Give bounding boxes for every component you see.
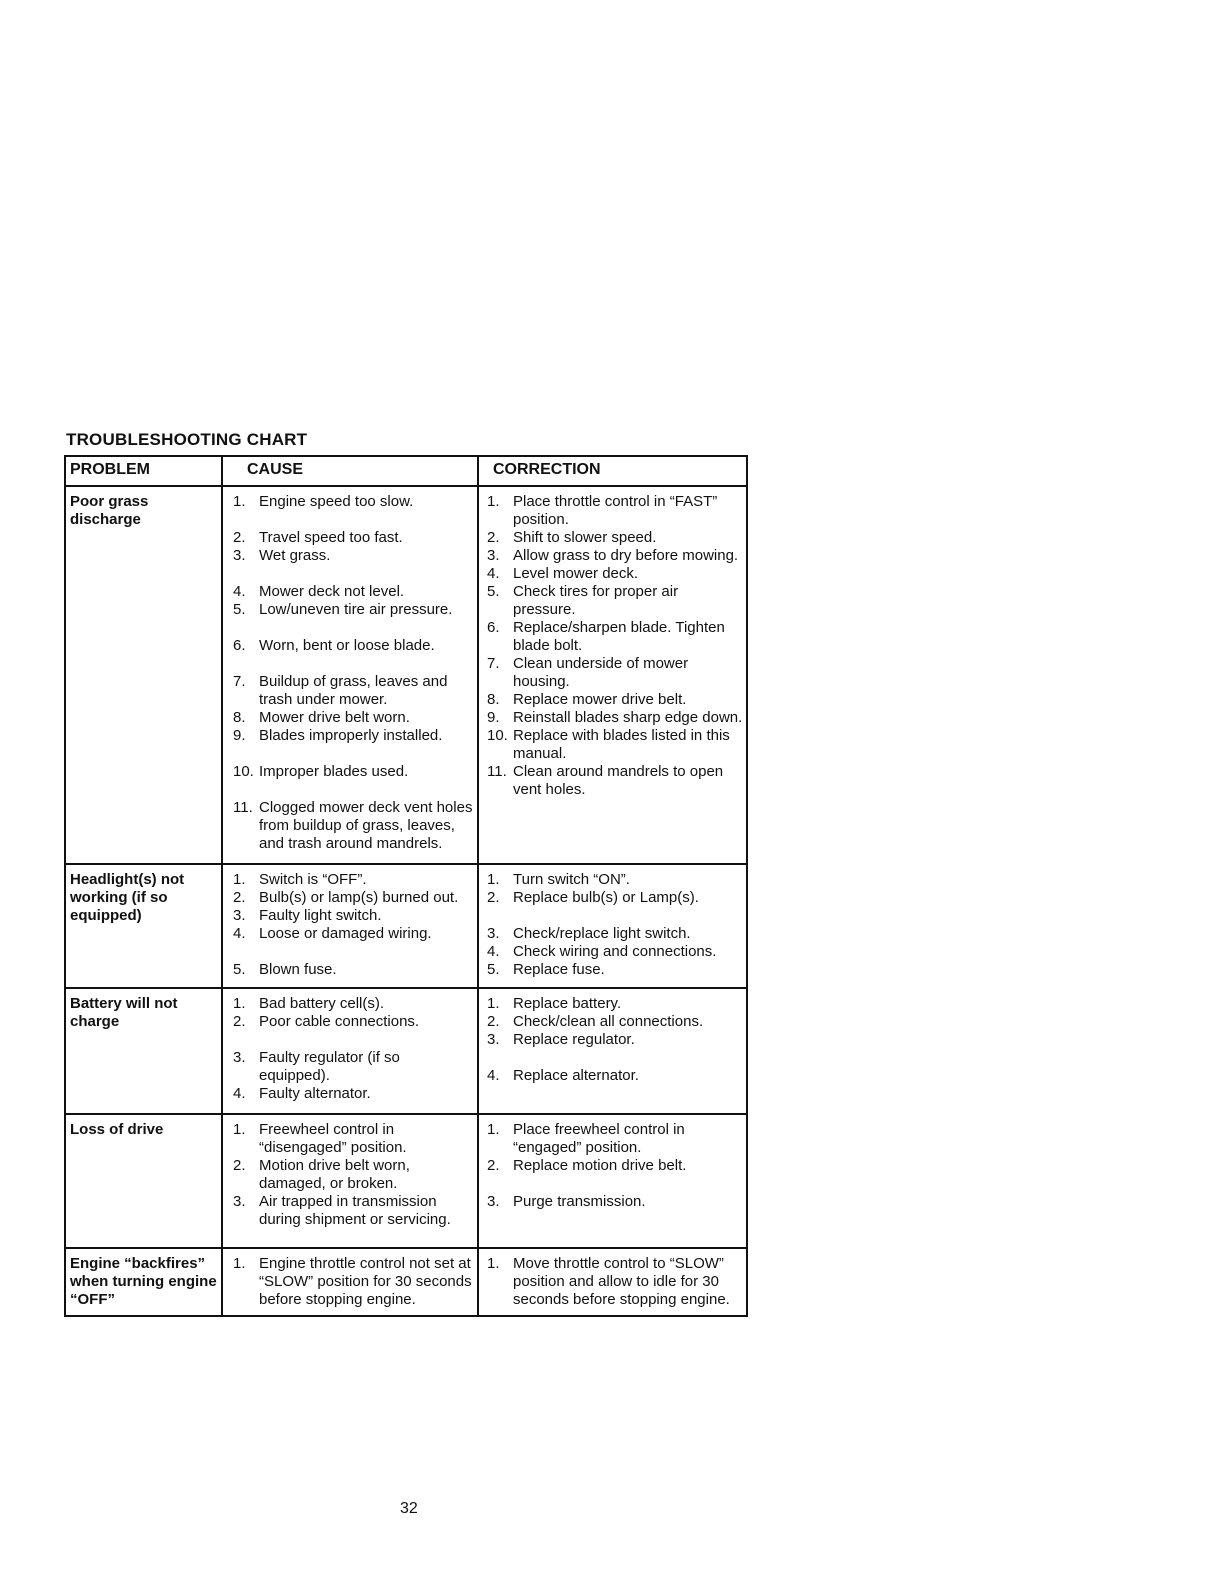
item-text: Place freewheel control in “engaged” position. — [513, 1121, 685, 1156]
list-item — [487, 1157, 744, 1175]
item-text: Mower deck not level. — [259, 583, 405, 600]
list-item — [233, 1049, 473, 1085]
item-text: Level mower deck. — [513, 565, 639, 582]
item-number: 3. — [487, 1193, 500, 1210]
correction-cell — [478, 486, 747, 864]
item-text: Replace with blades listed in this manual. — [513, 727, 730, 762]
item-text: Turn switch “ON”. — [513, 871, 630, 888]
list-item — [487, 691, 744, 709]
problem-cell: Loss of drive — [65, 1114, 222, 1248]
cause-cell — [222, 486, 478, 864]
item-text: Improper blades used. — [259, 763, 409, 780]
list-item — [233, 1255, 473, 1309]
list-item — [487, 529, 744, 547]
list-item — [233, 601, 473, 619]
header-cause: CAUSE — [222, 456, 478, 486]
list-item — [233, 907, 473, 925]
item-number: 1. — [233, 995, 246, 1012]
list-item — [233, 799, 473, 853]
list-item — [233, 673, 473, 709]
item-text: Faulty light switch. — [259, 907, 382, 924]
item-text: Faulty regulator (if so equipped). — [259, 1049, 400, 1084]
list-item — [487, 727, 744, 763]
item-number: 5. — [487, 961, 500, 978]
list-item — [233, 583, 473, 601]
correction-cell — [478, 1114, 747, 1248]
list-item — [487, 763, 744, 799]
item-number: 1. — [487, 493, 500, 510]
item-text: Replace/sharpen blade. Tighten blade bolt. — [513, 619, 725, 654]
item-text: Air trapped in transmission during shipment or servicing. — [259, 1193, 451, 1228]
list-item — [487, 565, 744, 583]
item-text: Travel speed too fast. — [259, 529, 403, 546]
item-number: 4. — [487, 565, 500, 582]
list-item — [487, 1121, 744, 1157]
item-text: Bad battery cell(s). — [259, 995, 385, 1012]
item-number: 3. — [487, 547, 500, 564]
item-number: 11. — [233, 799, 253, 816]
item-text: Replace mower drive belt. — [513, 691, 687, 708]
list-item — [487, 655, 744, 691]
list-item — [233, 995, 473, 1013]
item-text: Check wiring and connections. — [513, 943, 717, 960]
item-number: 3. — [233, 1193, 246, 1210]
item-text: Replace regulator. — [513, 1031, 635, 1048]
item-text: Reinstall blades sharp edge down. — [513, 709, 743, 726]
item-number: 1. — [233, 871, 246, 888]
item-number: 2. — [233, 1013, 246, 1030]
item-text: Check/replace light switch. — [513, 925, 691, 942]
item-number: 1. — [233, 1121, 246, 1138]
item-number: 5. — [233, 961, 246, 978]
item-text: Clogged mower deck vent holes from buildup of grass, leaves, and trash around mandrels. — [259, 799, 473, 852]
item-text: Loose or damaged wiring. — [259, 925, 432, 942]
list-item — [233, 493, 473, 511]
item-text: Clean underside of mower housing. — [513, 655, 689, 690]
item-number: 4. — [487, 1067, 500, 1084]
list-item — [233, 1121, 473, 1157]
item-text: Replace motion drive belt. — [513, 1157, 687, 1174]
item-text: Freewheel control in “disengaged” position. — [259, 1121, 407, 1156]
list-item — [233, 1157, 473, 1193]
list-item — [487, 943, 744, 961]
item-number: 2. — [233, 529, 246, 546]
item-number: 4. — [233, 925, 246, 942]
table-row — [65, 988, 747, 1114]
item-text: Place throttle control in “FAST” position. — [513, 493, 718, 528]
list-item — [487, 709, 744, 727]
list-item — [487, 995, 744, 1013]
table-row — [65, 864, 747, 988]
item-number: 2. — [487, 1157, 500, 1174]
item-text: Replace alternator. — [513, 1067, 639, 1084]
table-header-row — [65, 456, 747, 486]
item-number: 7. — [487, 655, 500, 672]
item-number: 3. — [487, 1031, 500, 1048]
item-number: 2. — [487, 529, 500, 546]
problem-cell: Headlight(s) not working (if so equipped) — [65, 864, 222, 988]
item-number: 6. — [487, 619, 500, 636]
list-item — [487, 583, 744, 619]
list-item — [233, 961, 473, 979]
list-item — [487, 1193, 744, 1211]
list-item — [487, 547, 744, 565]
cause-cell — [222, 864, 478, 988]
list-item — [233, 529, 473, 547]
table-row — [65, 1248, 747, 1316]
item-number: 1. — [487, 871, 500, 888]
item-number: 2. — [233, 1157, 246, 1174]
list-item — [233, 547, 473, 565]
list-item — [487, 925, 744, 943]
correction-cell — [478, 1248, 747, 1316]
item-number: 8. — [233, 709, 246, 726]
list-item — [233, 925, 473, 943]
item-number: 2. — [487, 1013, 500, 1030]
item-number: 1. — [233, 1255, 246, 1272]
item-text: Engine speed too slow. — [259, 493, 414, 510]
item-text: Worn, bent or loose blade. — [259, 637, 435, 654]
item-number: 3. — [233, 1049, 246, 1066]
item-text: Mower drive belt worn. — [259, 709, 410, 726]
item-number: 9. — [233, 727, 246, 744]
item-number: 10. — [233, 763, 254, 780]
list-item — [487, 1031, 744, 1049]
item-number: 4. — [487, 943, 500, 960]
list-item — [233, 763, 473, 781]
list-item — [487, 493, 744, 529]
list-item — [233, 1013, 473, 1031]
chart-title: TROUBLESHOOTING CHART — [66, 430, 308, 449]
item-text: Check/clean all connections. — [513, 1013, 704, 1030]
item-number: 11. — [487, 763, 507, 780]
item-text: Blown fuse. — [259, 961, 337, 978]
item-text: Purge transmission. — [513, 1193, 646, 1210]
item-text: Faulty alternator. — [259, 1085, 371, 1102]
troubleshooting-table — [64, 455, 748, 1317]
table-row — [65, 486, 747, 864]
list-item — [487, 961, 744, 979]
item-text: Switch is “OFF”. — [259, 871, 367, 888]
item-text: Wet grass. — [259, 547, 331, 564]
item-number: 2. — [233, 889, 246, 906]
item-number: 1. — [487, 995, 500, 1012]
item-text: Clean around mandrels to open vent holes. — [513, 763, 724, 798]
list-item — [487, 889, 744, 907]
item-text: Shift to slower speed. — [513, 529, 657, 546]
list-item — [233, 871, 473, 889]
list-item — [233, 727, 473, 745]
list-item — [233, 889, 473, 907]
problem-cell: Engine “backfires” when turning engine “OFF” — [65, 1248, 222, 1316]
item-number: 3. — [487, 925, 500, 942]
item-number: 5. — [487, 583, 500, 600]
item-text: Replace battery. — [513, 995, 622, 1012]
item-number: 4. — [233, 583, 246, 600]
cause-cell — [222, 988, 478, 1114]
item-text: Check tires for proper air pressure. — [513, 583, 679, 618]
list-item — [487, 1255, 744, 1309]
item-number: 1. — [487, 1121, 500, 1138]
header-problem: PROBLEM — [65, 456, 222, 486]
cause-cell — [222, 1248, 478, 1316]
item-text: Poor cable connections. — [259, 1013, 420, 1030]
item-text: Low/uneven tire air pressure. — [259, 601, 453, 618]
list-item — [233, 1193, 473, 1229]
list-item — [487, 871, 744, 889]
item-number: 2. — [487, 889, 500, 906]
item-number: 8. — [487, 691, 500, 708]
item-number: 9. — [487, 709, 500, 726]
list-item — [487, 1013, 744, 1031]
item-text: Buildup of grass, leaves and trash under mower. — [259, 673, 448, 708]
table-row — [65, 1114, 747, 1248]
item-number: 6. — [233, 637, 246, 654]
item-number: 4. — [233, 1085, 246, 1102]
item-text: Replace bulb(s) or Lamp(s). — [513, 889, 699, 906]
item-number: 1. — [487, 1255, 500, 1272]
item-number: 3. — [233, 907, 246, 924]
item-text: Bulb(s) or lamp(s) burned out. — [259, 889, 459, 906]
header-correction: CORRECTION — [478, 456, 747, 486]
list-item — [233, 637, 473, 655]
list-item — [233, 1085, 473, 1103]
item-text: Engine throttle control not set at “SLOW” position for 30 seconds before stopping engine. — [259, 1255, 472, 1308]
item-text: Allow grass to dry before mowing. — [513, 547, 739, 564]
item-text: Blades improperly installed. — [259, 727, 443, 744]
correction-cell — [478, 864, 747, 988]
problem-cell: Battery will not charge — [65, 988, 222, 1114]
list-item — [233, 709, 473, 727]
item-number: 5. — [233, 601, 246, 618]
list-item — [487, 1067, 744, 1085]
item-number: 3. — [233, 547, 246, 564]
item-number: 10. — [487, 727, 508, 744]
item-text: Move throttle control to “SLOW” position and allow to idle for 30 seconds before stopping engine. — [513, 1255, 730, 1308]
cause-cell — [222, 1114, 478, 1248]
item-number: 1. — [233, 493, 246, 510]
item-text: Motion drive belt worn, damaged, or broken. — [259, 1157, 410, 1192]
problem-cell: Poor grass discharge — [65, 486, 222, 864]
table-body — [65, 486, 747, 1316]
correction-cell — [478, 988, 747, 1114]
list-item — [487, 619, 744, 655]
page-number: 32 — [400, 1500, 418, 1517]
item-text: Replace fuse. — [513, 961, 605, 978]
item-number: 7. — [233, 673, 246, 690]
